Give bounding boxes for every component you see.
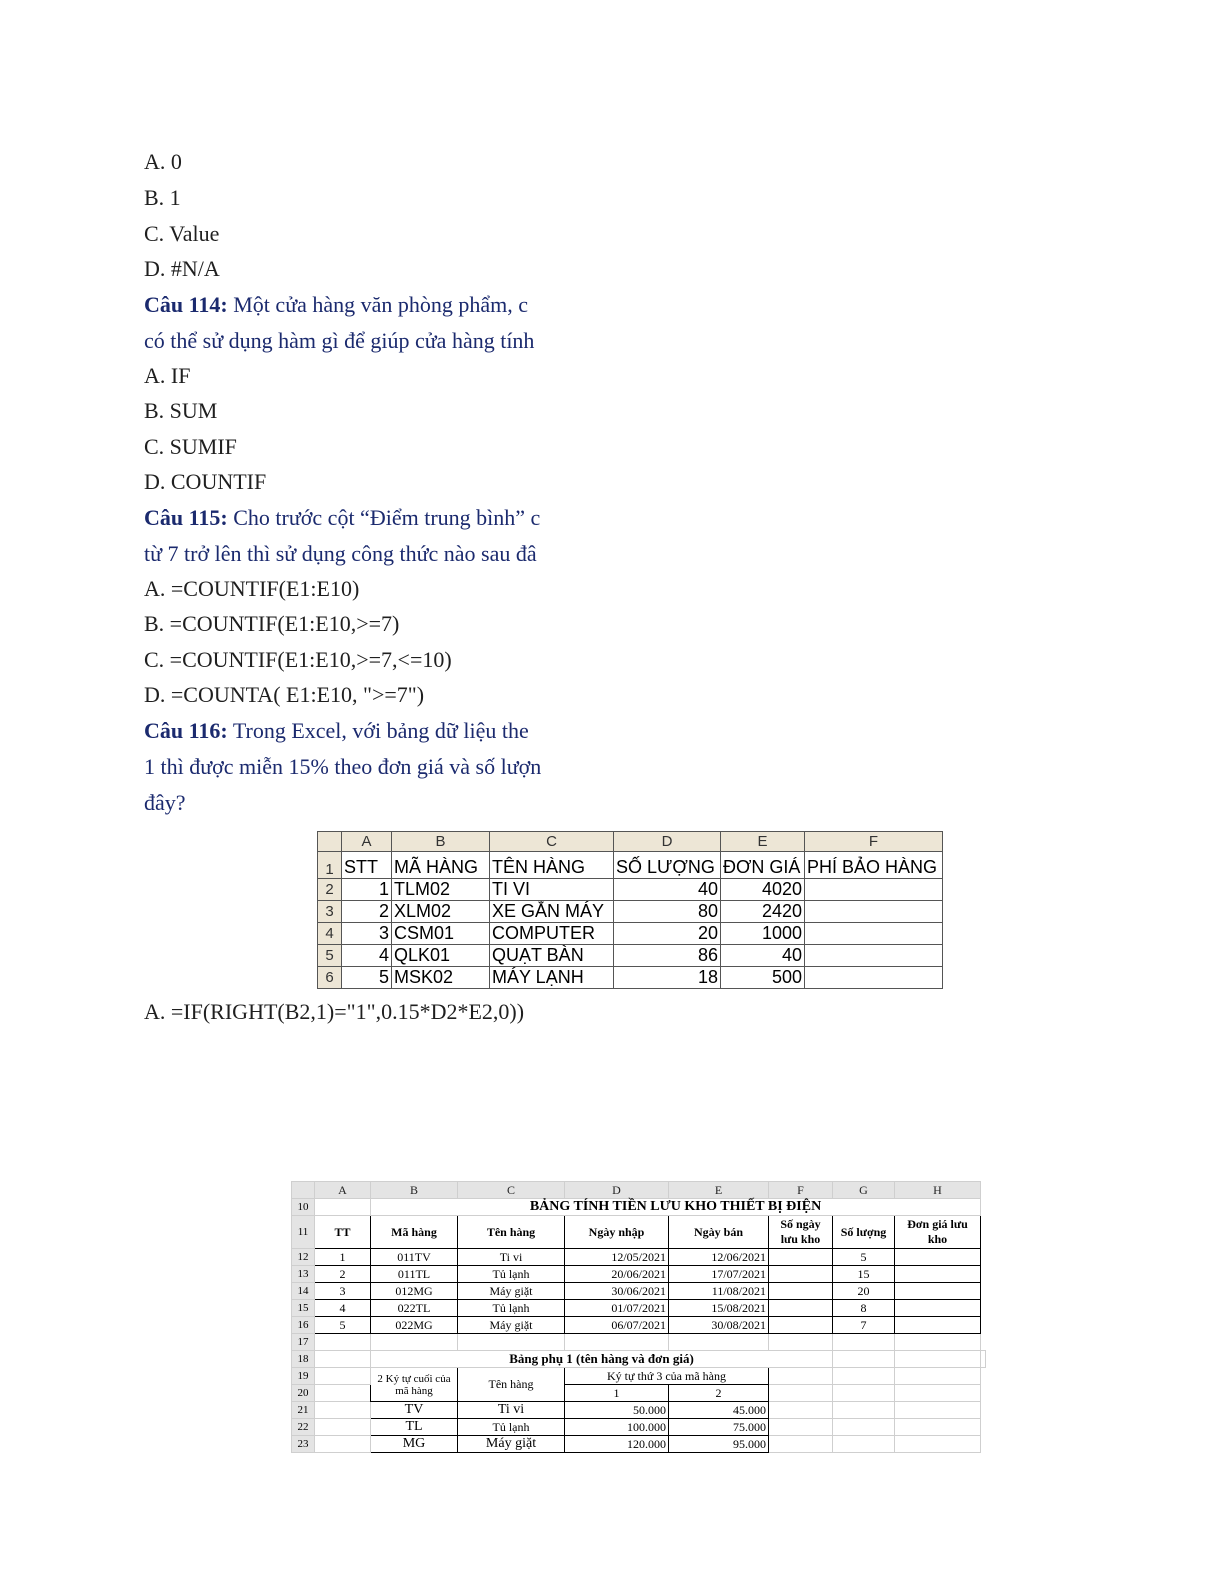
row-header[interactable]: 13	[292, 1266, 315, 1283]
cell[interactable]	[315, 1385, 371, 1402]
cell[interactable]	[895, 1419, 981, 1436]
cell[interactable]: PHÍ BẢO HÀNG	[805, 852, 943, 879]
cell[interactable]: 11/08/2021	[669, 1283, 769, 1300]
question-text: Một cửa hàng văn phòng phẩm, c	[227, 292, 529, 317]
table-row	[292, 1334, 986, 1351]
column-title: Ngày nhập	[565, 1216, 669, 1249]
cell[interactable]: 2420	[721, 901, 805, 923]
cell[interactable]: 7	[833, 1317, 895, 1334]
question-text-line: đây?	[144, 790, 186, 815]
cell[interactable]: 86	[614, 945, 721, 967]
row-header[interactable]: 20	[292, 1385, 315, 1402]
question-label: Câu 114:	[144, 292, 228, 317]
cell[interactable]: 20	[833, 1283, 895, 1300]
row-header[interactable]: 3	[318, 901, 342, 923]
row-header[interactable]: 22	[292, 1419, 315, 1436]
cell[interactable]: 100.000	[565, 1419, 669, 1436]
answer-option: A. 0	[144, 149, 182, 174]
answer-option: D. COUNTIF	[144, 469, 267, 494]
table-row	[318, 879, 943, 901]
cell[interactable]: MÁY LẠNH	[490, 967, 614, 989]
column-title: Đơn giá lưu kho	[895, 1216, 981, 1249]
table-row	[318, 852, 943, 879]
cell[interactable]: 3	[342, 923, 392, 945]
cell[interactable]	[805, 967, 943, 989]
cell[interactable]	[895, 1385, 981, 1402]
column-header[interactable]: F	[769, 1182, 833, 1199]
column-header[interactable]: A	[342, 832, 392, 852]
cell[interactable]	[769, 1283, 833, 1300]
cell[interactable]: 011TL	[371, 1266, 458, 1283]
cell[interactable]: TV	[371, 1402, 458, 1419]
cell[interactable]: 01/07/2021	[565, 1300, 669, 1317]
cell[interactable]	[895, 1266, 981, 1283]
answer-option: C. SUMIF	[144, 434, 237, 459]
table-row	[292, 1368, 986, 1385]
row-header[interactable]: 2	[318, 879, 342, 901]
cell[interactable]: MÃ HÀNG	[392, 852, 490, 879]
cell[interactable]	[895, 1283, 981, 1300]
cell[interactable]: 80	[614, 901, 721, 923]
question-text-line: có thể sử dụng hàm gì để giúp cửa hàng tính	[144, 328, 535, 353]
cell[interactable]	[833, 1368, 895, 1385]
table-row	[318, 967, 943, 989]
cell[interactable]: 40	[721, 945, 805, 967]
cell[interactable]	[315, 1436, 371, 1453]
column-header[interactable]: D	[614, 832, 721, 852]
cell[interactable]	[371, 1334, 458, 1351]
column-header[interactable]: E	[669, 1182, 769, 1199]
cell[interactable]: 1	[315, 1249, 371, 1266]
column-header[interactable]: F	[805, 832, 943, 852]
cell[interactable]: 1000	[721, 923, 805, 945]
cell[interactable]: 45.000	[669, 1402, 769, 1419]
cell[interactable]	[805, 945, 943, 967]
aux-header: Tên hàng	[458, 1368, 565, 1402]
cell[interactable]: TLM02	[392, 879, 490, 901]
row-header[interactable]: 6	[318, 967, 342, 989]
row-header[interactable]: 1	[318, 852, 342, 879]
question-text-line: từ 7 trở lên thì sử dụng công thức nào sau đâ	[144, 541, 537, 566]
cell[interactable]: 8	[833, 1300, 895, 1317]
aux-header: 2 Ký tự cuối của mã hàng	[371, 1368, 458, 1402]
sheet-title: BẢNG TÍNH TIỀN LƯU KHO THIẾT BỊ ĐIỆN	[371, 1199, 981, 1216]
answer-option: D. =COUNTA( E1:E10, ">=7")	[144, 682, 425, 707]
cell[interactable]: 95.000	[669, 1436, 769, 1453]
cell[interactable]: XE GẮN MÁY	[490, 901, 614, 923]
cell[interactable]	[805, 923, 943, 945]
cell[interactable]	[895, 1334, 981, 1351]
cell[interactable]	[769, 1300, 833, 1317]
cell[interactable]	[833, 1402, 895, 1419]
cell[interactable]: 30/06/2021	[565, 1283, 669, 1300]
cell[interactable]	[895, 1436, 981, 1453]
column-header[interactable]: B	[371, 1182, 458, 1199]
cell[interactable]	[833, 1436, 895, 1453]
cell[interactable]	[833, 1385, 895, 1402]
cell[interactable]: 17/07/2021	[669, 1266, 769, 1283]
answer-option: D. #N/A	[144, 256, 220, 281]
cell[interactable]: 011TV	[371, 1249, 458, 1266]
cell[interactable]	[769, 1317, 833, 1334]
aux-subheader: 1	[565, 1385, 669, 1402]
cell[interactable]: 5	[315, 1317, 371, 1334]
cell[interactable]	[895, 1317, 981, 1334]
row-header[interactable]: 12	[292, 1249, 315, 1266]
table-row	[292, 1419, 986, 1436]
column-title: Tên hàng	[458, 1216, 565, 1249]
question-114	[144, 292, 528, 318]
column-header[interactable]: C	[458, 1182, 565, 1199]
column-title: Số ngày lưu kho	[769, 1216, 833, 1249]
cell[interactable]: 500	[721, 967, 805, 989]
cell[interactable]	[315, 1368, 371, 1385]
column-header[interactable]: E	[721, 832, 805, 852]
cell[interactable]	[769, 1249, 833, 1266]
cell[interactable]: 4	[342, 945, 392, 967]
column-header-row	[292, 1182, 986, 1199]
cell[interactable]: TÊN HÀNG	[490, 852, 614, 879]
cell[interactable]	[769, 1368, 833, 1385]
row-header[interactable]: 11	[292, 1216, 315, 1249]
cell[interactable]	[981, 1351, 986, 1368]
cell[interactable]: 12/06/2021	[669, 1249, 769, 1266]
cell[interactable]	[315, 1334, 371, 1351]
row-header[interactable]: 21	[292, 1402, 315, 1419]
question-116	[144, 718, 529, 744]
table-row	[292, 1249, 986, 1266]
cell[interactable]	[769, 1266, 833, 1283]
column-header[interactable]: B	[392, 832, 490, 852]
cell[interactable]	[769, 1385, 833, 1402]
table-row	[318, 923, 943, 945]
cell[interactable]: COMPUTER	[490, 923, 614, 945]
cell[interactable]: 4	[315, 1300, 371, 1317]
cell[interactable]: 20/06/2021	[565, 1266, 669, 1283]
cell[interactable]	[895, 1300, 981, 1317]
question-text: Cho trước cột “Điểm trung bình” c	[227, 505, 541, 530]
table-row	[292, 1199, 986, 1216]
cell[interactable]: 50.000	[565, 1402, 669, 1419]
row-header[interactable]: 10	[292, 1199, 315, 1216]
column-header[interactable]: C	[490, 832, 614, 852]
cell[interactable]	[315, 1419, 371, 1436]
cell[interactable]: TL	[371, 1419, 458, 1436]
cell[interactable]: Tủ lạnh	[458, 1300, 565, 1317]
cell[interactable]	[458, 1334, 565, 1351]
cell[interactable]	[833, 1334, 895, 1351]
cell[interactable]	[769, 1419, 833, 1436]
table-row	[292, 1436, 986, 1453]
table-row	[292, 1283, 986, 1300]
row-header[interactable]: 15	[292, 1300, 315, 1317]
answer-option: A. =IF(RIGHT(B2,1)="1",0.15*D2*E2,0))	[144, 999, 525, 1024]
cell[interactable]: ĐƠN GIÁ	[721, 852, 805, 879]
cell[interactable]: 022TL	[371, 1300, 458, 1317]
select-all-corner[interactable]	[318, 832, 342, 852]
cell[interactable]	[895, 1351, 981, 1368]
aux-subheader: 2	[669, 1385, 769, 1402]
cell[interactable]	[769, 1402, 833, 1419]
cell[interactable]: 4020	[721, 879, 805, 901]
cell[interactable]: STT	[342, 852, 392, 879]
cell[interactable]: CSM01	[392, 923, 490, 945]
cell[interactable]	[769, 1436, 833, 1453]
answer-option: C. Value	[144, 221, 220, 246]
cell[interactable]: TI VI	[490, 879, 614, 901]
row-header[interactable]: 14	[292, 1283, 315, 1300]
cell[interactable]	[769, 1334, 833, 1351]
cell[interactable]: MG	[371, 1436, 458, 1453]
column-title: Ngày bán	[669, 1216, 769, 1249]
table-row	[318, 901, 943, 923]
cell[interactable]	[565, 1334, 669, 1351]
answer-option: B. 1	[144, 185, 181, 210]
cell[interactable]: 2	[315, 1266, 371, 1283]
column-header[interactable]: H	[895, 1182, 981, 1199]
cell[interactable]: Ti vi	[458, 1402, 565, 1419]
row-header[interactable]: 16	[292, 1317, 315, 1334]
select-all-corner[interactable]	[292, 1182, 315, 1199]
column-title: TT	[315, 1216, 371, 1249]
cell[interactable]: Máy giặt	[458, 1317, 565, 1334]
row-header[interactable]: 5	[318, 945, 342, 967]
cell[interactable]: 5	[342, 967, 392, 989]
answer-option: A. IF	[144, 363, 191, 388]
cell[interactable]: 15/08/2021	[669, 1300, 769, 1317]
cell[interactable]: 5	[833, 1249, 895, 1266]
cell[interactable]: QUẠT BÀN	[490, 945, 614, 967]
cell[interactable]: 15	[833, 1266, 895, 1283]
cell[interactable]: 022MG	[371, 1317, 458, 1334]
cell[interactable]	[315, 1199, 371, 1216]
column-title: Mã hàng	[371, 1216, 458, 1249]
table-row	[292, 1351, 986, 1368]
question-label: Câu 115:	[144, 505, 228, 530]
cell[interactable]: Ti vi	[458, 1249, 565, 1266]
cell[interactable]	[315, 1402, 371, 1419]
cell[interactable]	[805, 879, 943, 901]
cell[interactable]: Tủ lạnh	[458, 1419, 565, 1436]
column-header[interactable]: D	[565, 1182, 669, 1199]
cell[interactable]	[315, 1351, 371, 1368]
question-text-line: 1 thì được miễn 15% theo đơn giá và số lượn	[144, 754, 542, 779]
answer-option: A. =COUNTIF(E1:E10)	[144, 576, 360, 601]
cell[interactable]: XLM02	[392, 901, 490, 923]
cell[interactable]	[895, 1249, 981, 1266]
cell[interactable]	[669, 1334, 769, 1351]
spreadsheet-products	[317, 831, 943, 989]
cell[interactable]: Máy giặt	[458, 1283, 565, 1300]
cell[interactable]: 40	[614, 879, 721, 901]
question-label: Câu 116:	[144, 718, 228, 743]
cell[interactable]	[895, 1402, 981, 1419]
cell[interactable]	[805, 901, 943, 923]
answer-option: B. SUM	[144, 398, 218, 423]
cell[interactable]: 1	[342, 879, 392, 901]
answer-option: C. =COUNTIF(E1:E10,>=7,<=10)	[144, 647, 452, 672]
cell[interactable]: Tủ lạnh	[458, 1266, 565, 1283]
column-title: Số lượng	[833, 1216, 895, 1249]
cell[interactable]	[895, 1368, 981, 1385]
answer-option: B. =COUNTIF(E1:E10,>=7)	[144, 611, 400, 636]
table-row	[292, 1266, 986, 1283]
row-header[interactable]: 4	[318, 923, 342, 945]
cell[interactable]: 75.000	[669, 1419, 769, 1436]
column-header-row	[318, 832, 943, 852]
spreadsheet-storage-fee	[291, 1181, 986, 1453]
cell[interactable]: SỐ LƯỢNG	[614, 852, 721, 879]
row-header[interactable]: 18	[292, 1351, 315, 1368]
cell[interactable]: 012MG	[371, 1283, 458, 1300]
row-header[interactable]: 23	[292, 1436, 315, 1453]
column-header[interactable]: G	[833, 1182, 895, 1199]
cell[interactable]: 06/07/2021	[565, 1317, 669, 1334]
cell[interactable]: 20	[614, 923, 721, 945]
column-header[interactable]: A	[315, 1182, 371, 1199]
row-header[interactable]: 19	[292, 1368, 315, 1385]
table-header-row	[292, 1216, 986, 1249]
cell[interactable]: 2	[342, 901, 392, 923]
cell[interactable]: QLK01	[392, 945, 490, 967]
question-text: Trong Excel, với bảng dữ liệu the	[227, 718, 529, 743]
cell[interactable]	[833, 1351, 895, 1368]
cell[interactable]	[833, 1419, 895, 1436]
aux-header: Ký tự thứ 3 của mã hàng	[565, 1368, 769, 1385]
cell[interactable]: MSK02	[392, 967, 490, 989]
aux-table-title: Bảng phụ 1 (tên hàng và đơn giá)	[371, 1351, 833, 1368]
table-row	[292, 1300, 986, 1317]
cell[interactable]: 18	[614, 967, 721, 989]
table-row	[318, 945, 943, 967]
table-row	[292, 1402, 986, 1419]
question-115	[144, 505, 540, 531]
cell[interactable]: 30/08/2021	[669, 1317, 769, 1334]
cell[interactable]: 120.000	[565, 1436, 669, 1453]
cell[interactable]: 3	[315, 1283, 371, 1300]
row-header[interactable]: 17	[292, 1334, 315, 1351]
table-row	[292, 1317, 986, 1334]
cell[interactable]: 12/05/2021	[565, 1249, 669, 1266]
cell[interactable]: Máy giặt	[458, 1436, 565, 1453]
